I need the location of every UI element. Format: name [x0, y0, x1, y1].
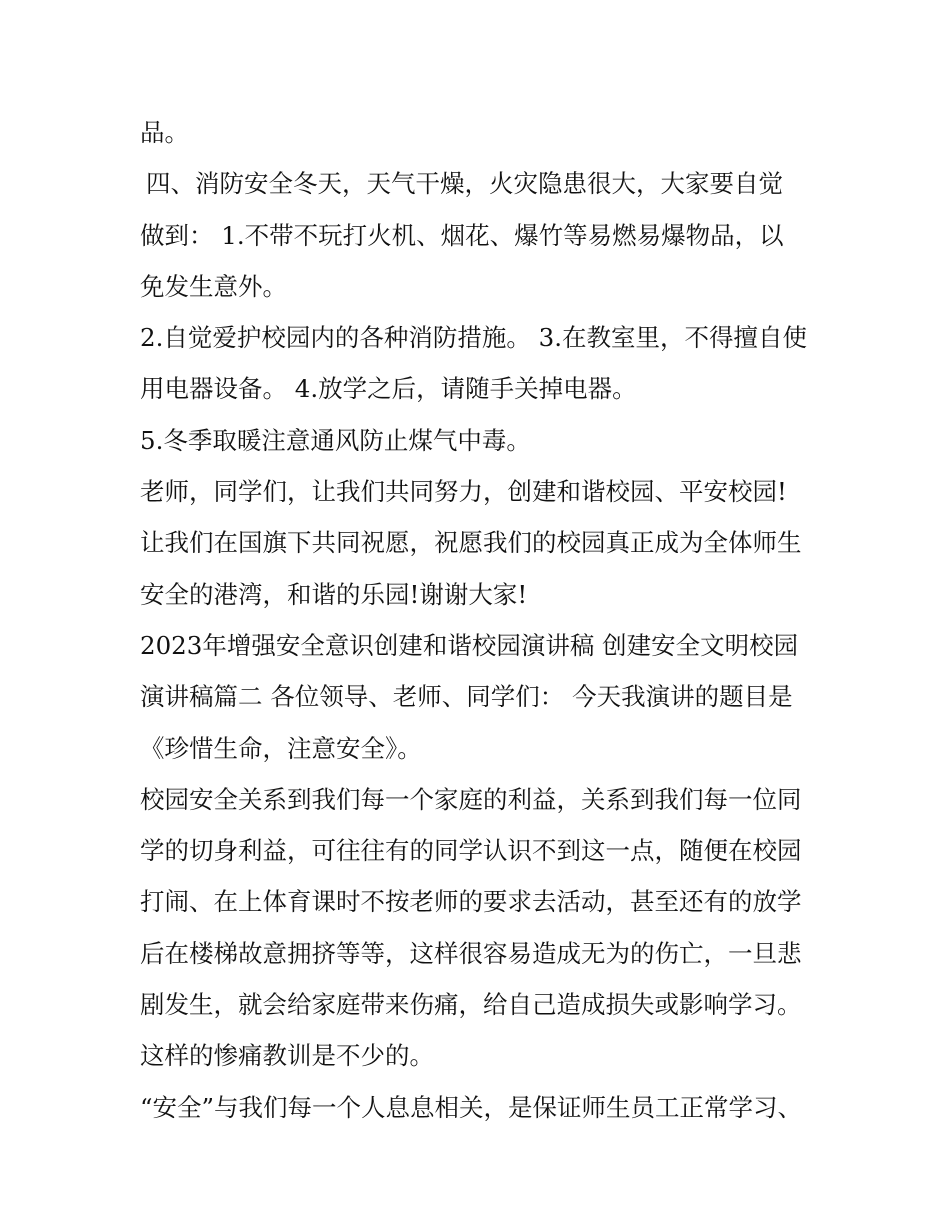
- text-line: 5.冬季取暖注意通风防止煤气中毒。: [140, 425, 531, 455]
- document-body: [140, 107, 820, 1133]
- text-line: 做到： 1.不带不玩打火机、烟花、爆竹等易燃易爆物品，以: [140, 220, 784, 250]
- section-heading-line: 四、消防安全冬天，天气干燥，火灾隐患很大，大家要自觉: [146, 169, 783, 199]
- text-line: 品。: [140, 118, 189, 147]
- text-line: 让我们在国旗下共同祝愿，祝愿我们的校园真正成为全体师生: [140, 528, 802, 558]
- text-line: 剧发生，就会给家庭带来伤痛，给自己造成损失或影响学习。: [140, 990, 802, 1020]
- text-line: 打闹、在上体育课时不按老师的要求去活动，甚至还有的放学: [140, 887, 802, 917]
- text-line: 安全的港湾，和谐的乐园!谢谢大家!: [140, 579, 528, 609]
- text-line: 老师，同学们，让我们共同努力，创建和谐校园、平安校园!: [140, 477, 787, 507]
- text-line: 免发生意外。: [140, 271, 287, 301]
- text-line: 演讲稿篇二 各位领导、老师、同学们： 今天我演讲的题目是: [140, 682, 793, 712]
- text-line: 这样的惨痛教训是不少的。: [140, 1041, 434, 1071]
- text-line: 学的切身利益，可往往有的同学认识不到这一点，随便在校园: [140, 836, 802, 866]
- text-line: 《珍惜生命，注意安全》。: [140, 733, 422, 763]
- text-line: 后在楼梯故意拥挤等等，这样很容易造成无为的伤亡，一旦悲: [140, 938, 802, 968]
- text-line: 2.自觉爱护校园内的各种消防措施。 3.在教室里，不得擅自使: [140, 323, 808, 353]
- text-line: 用电器设备。 4.放学之后，请随手关掉电器。: [140, 374, 637, 404]
- speech-title-line: 2023年增强安全意识创建和谐校园演讲稿 创建安全文明校园: [140, 630, 799, 660]
- text-line: 校园安全关系到我们每一个家庭的利益，关系到我们每一位同: [140, 784, 802, 814]
- text-line: “安全”与我们每一个人息息相关，是保证师生员工正常学习、: [140, 1092, 803, 1122]
